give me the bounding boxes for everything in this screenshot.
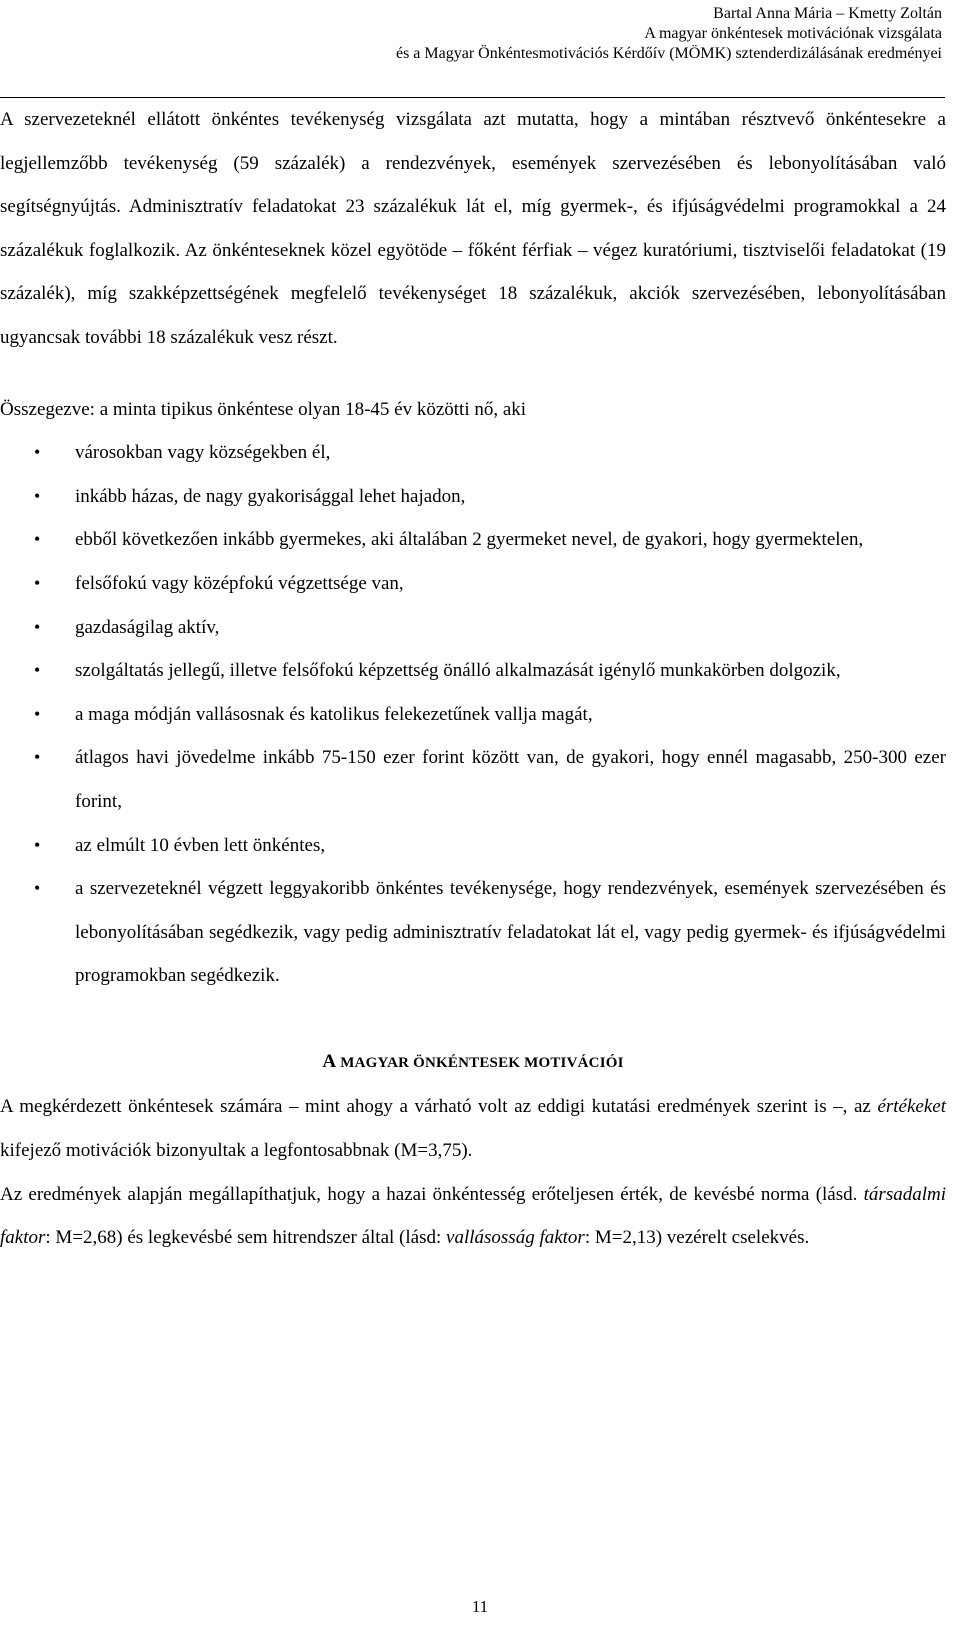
- bullet-icon: •: [34, 747, 41, 768]
- paragraph-results-text-mid: : M=2,68) és legkevésbé sem hitrendszer által (lásd:: [45, 1227, 447, 1249]
- bullet-icon: •: [34, 485, 41, 506]
- section-heading: [0, 1040, 946, 1086]
- bullet-text: a szervezeteknél végzett leggyakoribb önkéntes tevékenysége, hogy rendezvények, események szervezésében és lebonyolításában segédkezik, vagy pedig adminisztratív feladatokat lát el, vagy pedig gyermek- és ifjúságvédelmi programokban segédkezik.: [75, 878, 946, 987]
- paragraph-motivations-text-end: kifejező motivációk bizonyultak a legfontosabbnak (M=3,75).: [0, 1140, 473, 1162]
- paragraph-results-italic-social: társadalmi faktor: [0, 1183, 946, 1249]
- bullet-item: [0, 431, 946, 475]
- paragraph-results-text-end: : M=2,13) vezérelt cselekvés.: [584, 1227, 810, 1249]
- paragraph-motivations-italic: értékeket: [877, 1096, 946, 1118]
- paragraph-results-italic-religion: vallásosság faktor: [446, 1227, 585, 1249]
- bullet-icon: •: [34, 616, 41, 637]
- section-heading-initial: A: [322, 1050, 337, 1072]
- paragraph-activities: A szervezeteknél ellátott önkéntes tevékenység vizsgálata azt mutatta, hogy a mintában résztvevő önkéntesekre a legjellemzőbb tevékenység (59 százalék) a rendezvények, események szervezésében és lebonyolításában való segítségnyújtás. Adminisztratív feladatokat 23 százalékuk lát el, míg gyermek-, és ifjúságvédelmi programokkal a 24 százalékuk foglalkozik. Az önkénteseknek közel egyötöde – főként férfiak – végez kuratóriumi, tisztviselői feladatokat (19 százalék), míg szakképzettségének megfelelő tevékenységet 18 százalékuk, akciók szervezésében, lebonyolításában ugyancsak további 18 százalékuk vesz részt.: [0, 109, 946, 348]
- bullet-icon: •: [34, 878, 41, 899]
- bullet-item: [0, 649, 946, 693]
- bullet-text: felsőfokú vagy középfokú végzettsége van,: [75, 572, 404, 594]
- bullet-icon: •: [34, 442, 41, 463]
- page-body: [0, 98, 946, 1260]
- paragraph-motivations: [0, 1085, 946, 1172]
- summary-intro: Összegezve: a minta tipikus önkéntese olyan 18-45 év közötti nő, aki: [0, 398, 527, 420]
- page-number: 11: [471, 1597, 489, 1616]
- bullet-item: [0, 562, 946, 606]
- bullet-text: szolgáltatás jellegű, illetve felsőfokú képzettség önálló alkalmazását igénylő munkakörben dolgozik,: [75, 660, 841, 682]
- bullet-text: a maga módján vallásosnak és katolikus felekezetűnek vallja magát,: [75, 703, 593, 725]
- bullet-icon: •: [34, 660, 41, 681]
- bullet-text: az elmúlt 10 évben lett önkéntes,: [75, 834, 326, 856]
- bullet-text: gazdaságilag aktív,: [75, 616, 220, 638]
- summary-bullet-list: [0, 431, 946, 998]
- bullet-text: városokban vagy községekben él,: [75, 442, 331, 464]
- bullet-text: átlagos havi jövedelme inkább 75-150 ezer forint között van, de gyakori, hogy ennél magasabb, 250-300 ezer forint,: [75, 747, 946, 812]
- bullet-item: [0, 824, 946, 868]
- bullet-icon: •: [34, 703, 41, 724]
- section-heading-rest: MAGYAR ÖNKÉNTESEK MOTIVÁCIÓI: [336, 1054, 624, 1071]
- bullet-item: [0, 606, 946, 650]
- bullet-icon: •: [34, 834, 41, 855]
- bullet-item: [0, 867, 946, 998]
- bullet-text: inkább házas, de nagy gyakorisággal lehet hajadon,: [75, 485, 466, 507]
- bullet-item: [0, 518, 946, 562]
- bullet-item: [0, 475, 946, 519]
- header-title-line2: és a Magyar Önkéntesmotivációs Kérdőív (MÖMK) sztenderdizálásának eredményei: [395, 45, 942, 62]
- header-authors: Bartal Anna Mária – Kmetty Zoltán: [713, 5, 942, 22]
- bullet-icon: •: [34, 529, 41, 550]
- paragraph-motivations-text: A megkérdezett önkéntesek számára – mint ahogy a várható volt az eddigi kutatási eredmények szerint is –, az: [0, 1096, 878, 1118]
- paragraph-results: [0, 1173, 946, 1260]
- paragraph-results-text: Az eredmények alapján megállapíthatjuk, hogy a hazai önkéntesség erőteljesen érték, de kevésbé norma (lásd.: [0, 1183, 864, 1205]
- bullet-item: [0, 736, 946, 823]
- running-header: [42, 4, 942, 64]
- header-title-line1: A magyar önkéntesek motivációnak vizsgálata: [644, 25, 942, 42]
- bullet-text: ebből következően inkább gyermekes, aki általában 2 gyermeket nevel, de gyakori, hogy gyermektelen,: [75, 529, 864, 551]
- bullet-icon: •: [34, 572, 41, 593]
- bullet-item: [0, 693, 946, 737]
